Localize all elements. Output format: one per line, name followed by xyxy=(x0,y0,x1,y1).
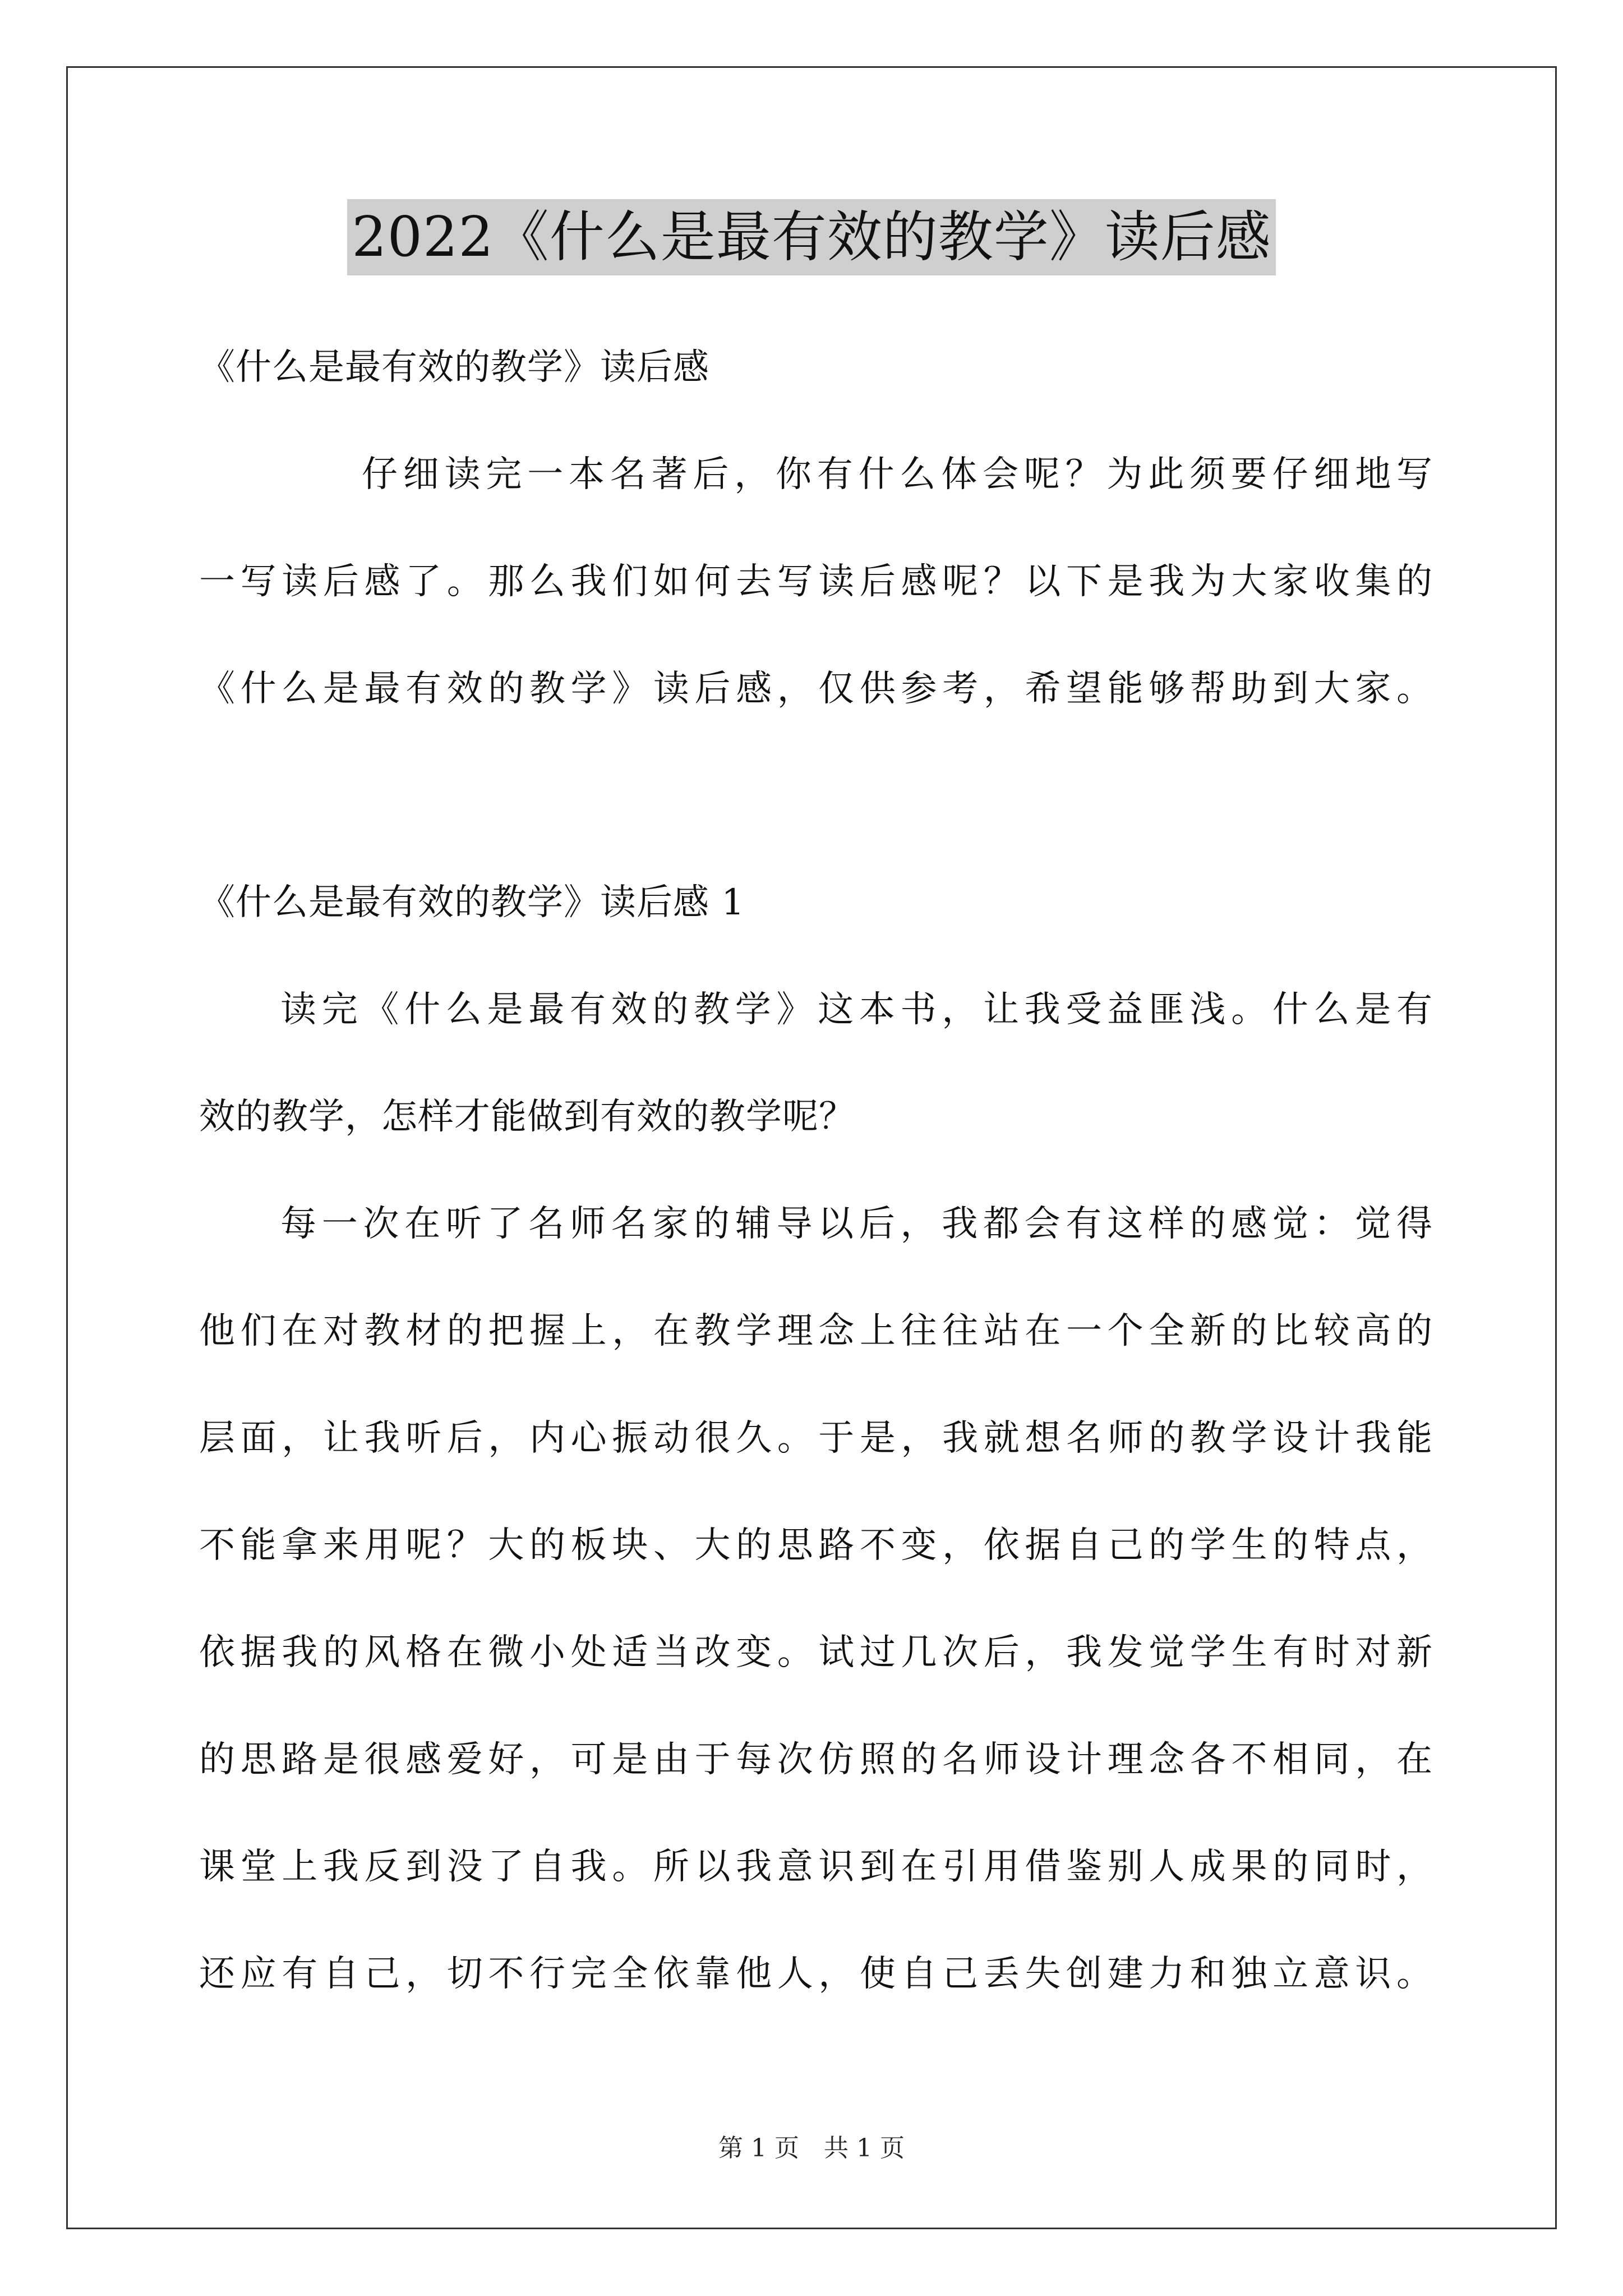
paragraph-line: 效的教学，怎样才能做到有效的教学呢？ xyxy=(199,1096,855,1138)
section-heading: 《什么是最有效的教学》读后感 1 xyxy=(199,882,745,923)
paragraph-line: 他们在对教材的把握上，在教学理念上往往站在一个全新的比较高的 xyxy=(199,1310,1433,1352)
paragraph-line: 课堂上我反到没了自我。所以我意识到在引用借鉴别人成果的同时， xyxy=(199,1846,1433,1888)
paragraph-line: 读完《什么是最有效的教学》这本书，让我受益匪浅。什么是有 xyxy=(280,989,1433,1030)
paragraph-line: 不能拿来用呢？大的板块、大的思路不变，依据自己的学生的特点， xyxy=(199,1525,1433,1566)
paragraph-line: 层面，让我听后，内心振动很久。于是，我就想名师的教学设计我能 xyxy=(199,1418,1433,1459)
page-footer: 第 1 页 共 1 页 xyxy=(718,2134,905,2162)
paragraph-line: 还应有自己，切不行完全依靠他人，使自己丢失创建力和独立意识。 xyxy=(199,1953,1433,1995)
paragraph-line: 每一次在听了名师名家的辅导以后，我都会有这样的感觉：觉得 xyxy=(280,1203,1433,1245)
paragraph-gap xyxy=(199,743,1433,849)
paragraph-line: 依据我的风格在微小处适当改变。试过几次后，我发觉学生有时对新 xyxy=(199,1632,1433,1673)
intro-line: 《什么是最有效的教学》读后感，仅供参考，希望能够帮助到大家。 xyxy=(199,668,1433,710)
intro-line: 仔细读完一本名著后，你有什么体会呢？为此须要仔细地写 xyxy=(362,454,1433,495)
title-container xyxy=(0,199,1623,275)
intro-heading: 《什么是最有效的教学》读后感 xyxy=(199,347,709,388)
document-body xyxy=(199,314,1433,2028)
document-title: 2022《什么是最有效的教学》读后感 xyxy=(347,199,1275,275)
paragraph-line: 的思路是很感爱好，可是由于每次仿照的名师设计理念各不相同，在 xyxy=(199,1739,1433,1780)
intro-line: 一写读后感了。那么我们如何去写读后感呢？以下是我为大家收集的 xyxy=(199,561,1433,602)
